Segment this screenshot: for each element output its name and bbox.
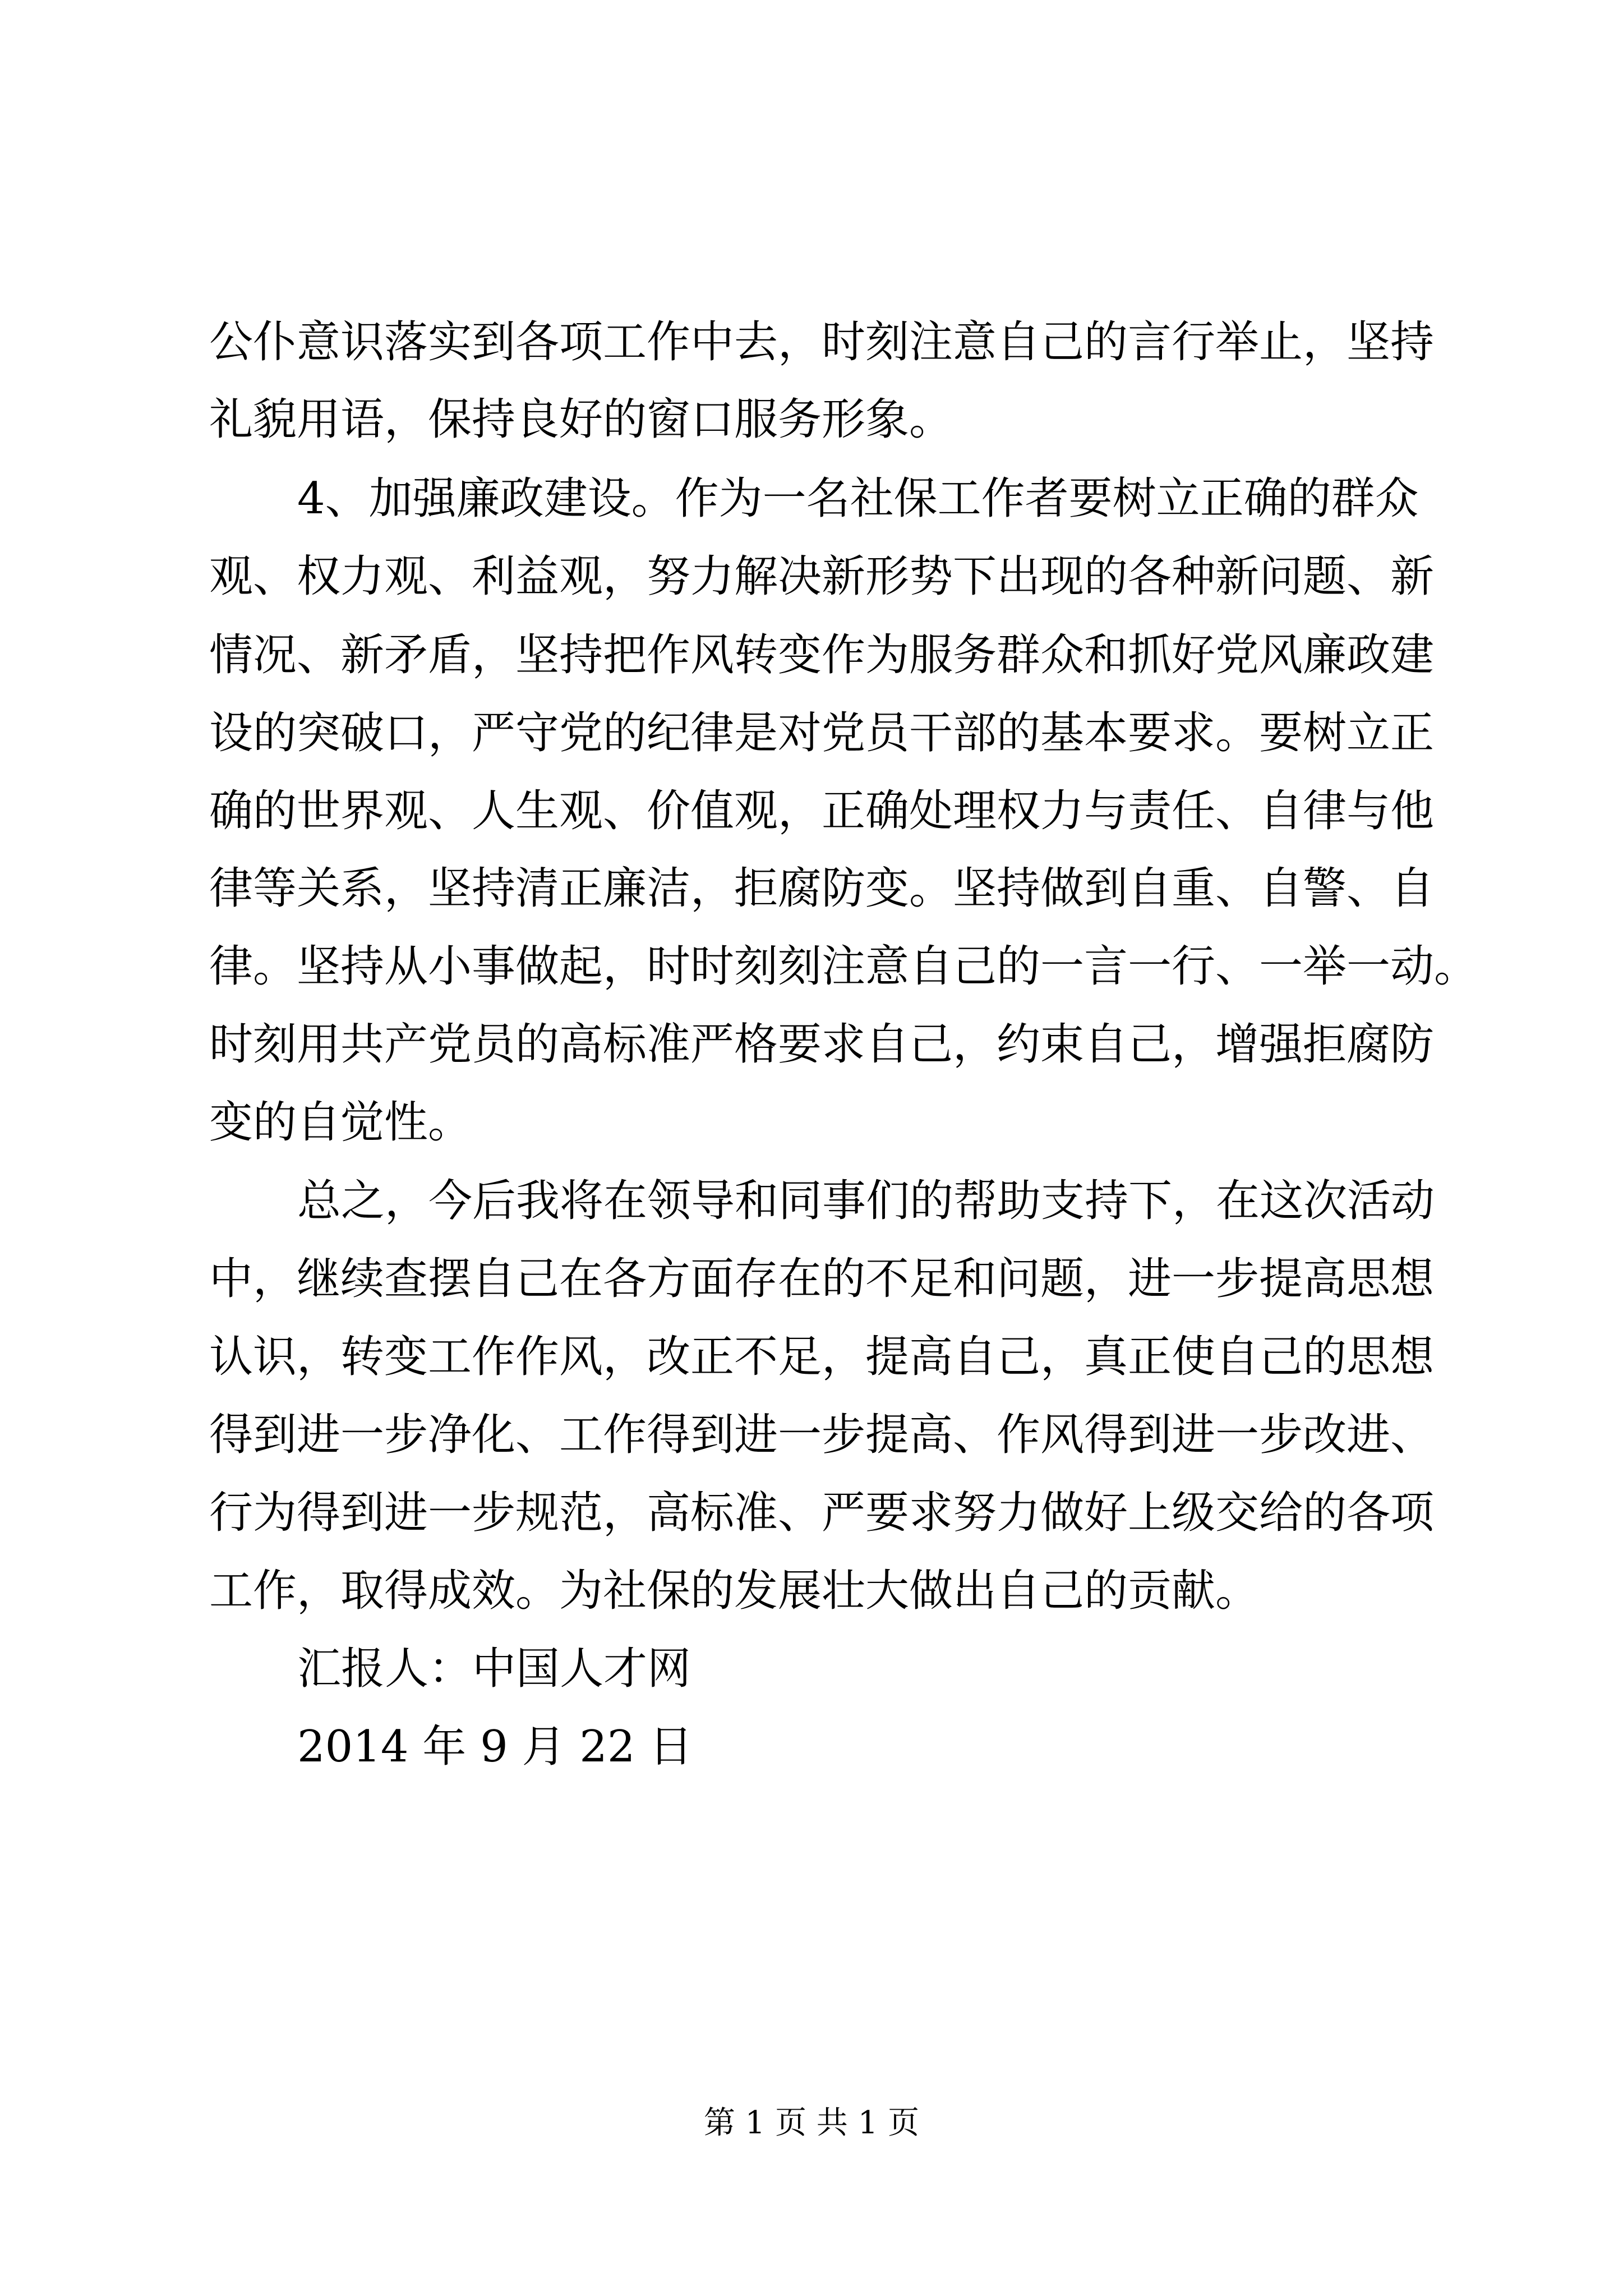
- body-line: 行为得到进一步规范，高标准、严要求努力做好上级交给的各项: [209, 1488, 1435, 1538]
- paragraph-heading-line: 4、加强廉政建设。作为一名社保工作者要树立正确的群众: [297, 473, 1419, 524]
- body-line: 设的突破口，严守党的纪律是对党员干部的基本要求。要树立正: [209, 708, 1435, 758]
- body-line: 变的自觉性。: [209, 1097, 472, 1148]
- body-line: 情况、新矛盾，坚持把作风转变作为服务群众和抓好党风廉政建: [209, 630, 1435, 680]
- body-line: 确的世界观、人生观、价值观，正确处理权力与责任、自律与他: [209, 786, 1435, 836]
- body-line: 得到进一步净化、工作得到进一步提高、作风得到进一步改进、: [209, 1410, 1435, 1460]
- body-line: 律。坚持从小事做起，时时刻刻注意自己的一言一行、一举一动。: [209, 941, 1478, 992]
- page-number-footer: 第 1 页 共 1 页: [703, 2105, 920, 2141]
- body-line: 公仆意识落实到各项工作中去，时刻注意自己的言行举止，坚持: [209, 317, 1435, 367]
- body-line: 时刻用共产党员的高标准严格要求自己，约束自己，增强拒腐防: [209, 1019, 1435, 1070]
- date-line: 2014 年 9 月 22 日: [297, 1722, 693, 1772]
- body-line: 中，继续查摆自己在各方面存在的不足和问题，进一步提高思想: [209, 1254, 1435, 1304]
- body-line: 观、权力观、利益观，努力解决新形势下出现的各种新问题、新: [209, 551, 1435, 602]
- body-line: 认识，转变工作作风，改正不足，提高自己，真正使自己的思想: [209, 1332, 1435, 1382]
- body-line: 工作，取得成效。为社保的发展壮大做出自己的贡献。: [209, 1566, 1260, 1616]
- reporter-line: 汇报人：中国人才网: [297, 1644, 691, 1694]
- paragraph-first-line: 总之，今后我将在领导和同事们的帮助支持下，在这次活动: [297, 1176, 1435, 1226]
- body-line: 礼貌用语，保持良好的窗口服务形象。: [209, 394, 953, 445]
- body-line: 律等关系，坚持清正廉洁，拒腐防变。坚持做到自重、自警、自: [209, 863, 1435, 914]
